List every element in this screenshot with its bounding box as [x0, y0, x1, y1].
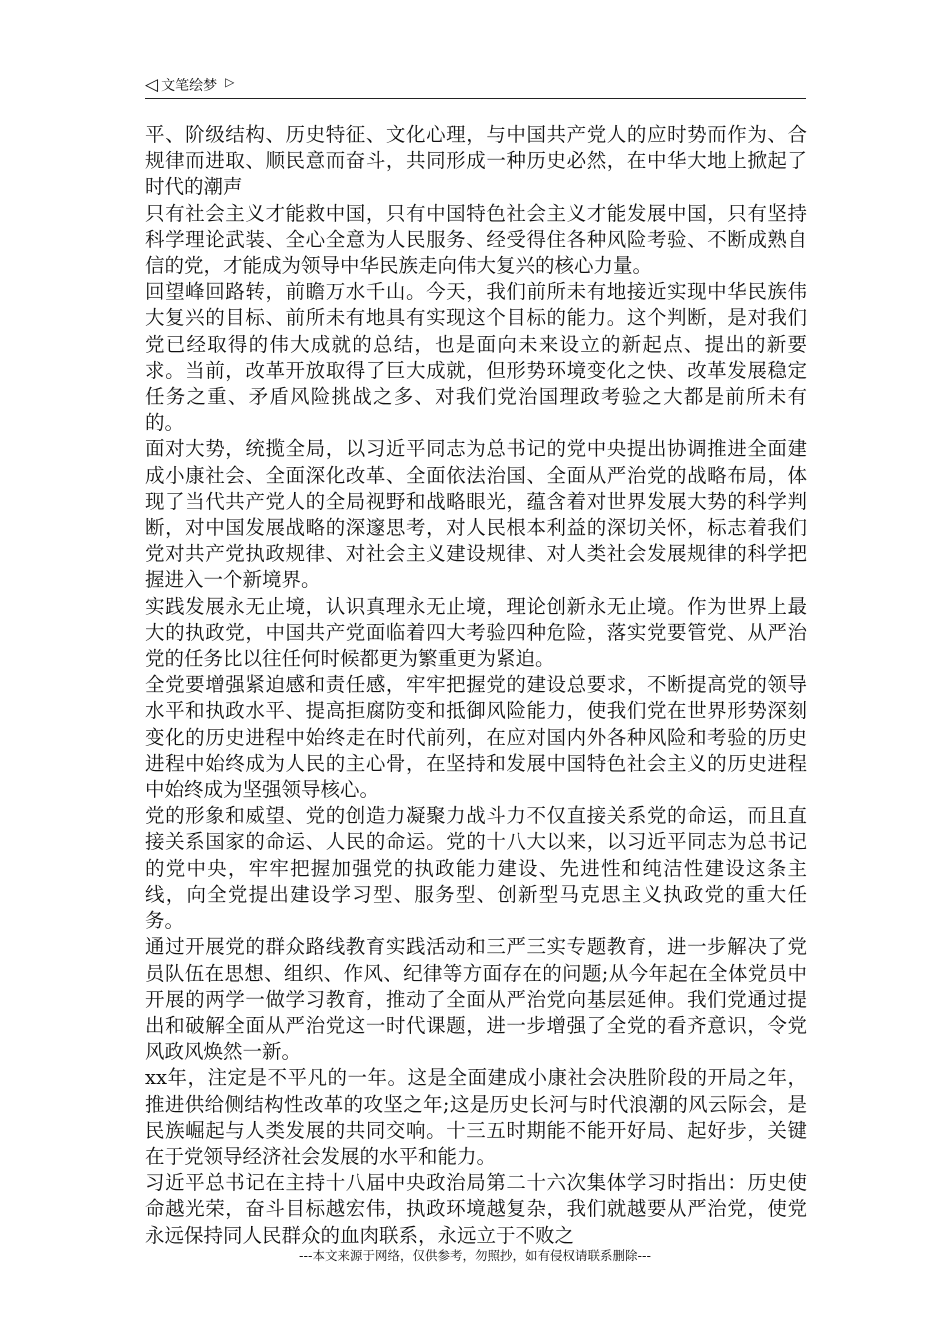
footer-notice: ---本文来源于网络，仅供参考，勿照抄，如有侵权请联系删除---: [298, 1248, 652, 1263]
paragraph: 平、阶级结构、历史特征、文化心理，与中国共产党人的应时势而作为、合规律而进取、顺民意而奋斗，共同形成一种历史必然，在中华大地上掀起了时代的潮声: [145, 123, 807, 199]
paragraph: xx年，注定是不平凡的一年。这是全面建成小康社会决胜阶段的开局之年，推进供给侧结构性改革的攻坚之年;这是历史长河与时代浪潮的风云际会，是民族崛起与人类发展的共同交响。十三五时期能不能开好局、起好步，关键在于党领导经济社会发展的水平和能力。: [145, 1066, 807, 1168]
paragraph: 实践发展永无止境，认识真理永无止境，理论创新永无止境。作为世界上最大的执政党，中国共产党面临着四大考验四种危险，落实党要管党、从严治党的任务比以往任何时候都更为繁重更为紧迫。: [145, 594, 807, 671]
page-header: [145, 72, 806, 99]
paragraph: 习近平总书记在主持十八届中央政治局第二十六次集体学习时指出：历史使命越光荣，奋斗目标越宏伟，执政环境越复杂，我们就越要从严治党，使党永远保持同人民群众的血肉联系，永远立于不败之: [145, 1171, 807, 1247]
header-brand: 文笔绘梦: [161, 78, 218, 94]
paragraph: 回望峰回路转，前瞻万水千山。今天，我们前所未有地接近实现中华民族伟大复兴的目标、前所未有地具有实现这个目标的能力。这个判断，是对我们党已经取得的伟大成就的总结，也是面向未来设立的新起点、提出的新要求。当前，改革开放取得了巨大成就，但形势环境变化之快、改革发展稳定任务之重、矛盾风险挑战之多、对我们党治国理政考验之大都是前所未有的。: [145, 280, 807, 435]
triangle-right-outline-icon: ▷: [225, 75, 235, 89]
triangle-left-outline-icon: ◁: [145, 74, 159, 95]
paragraph: 只有社会主义才能救中国，只有中国特色社会主义才能发展中国，只有坚持科学理论武装、全心全意为人民服务、经受得住各种风险考验、不断成熟自信的党，才能成为领导中华民族走向伟大复兴的核心力量。: [145, 201, 807, 278]
paragraph: 党的形象和威望、党的创造力凝聚力战斗力不仅直接关系党的命运，而且直接关系国家的命运、人民的命运。党的十八大以来，以习近平同志为总书记的党中央，牢牢把握加强党的执政能力建设、先进性和纯洁性建设这条主线，向全党提出建设学习型、服务型、创新型马克思主义执政党的重大任务。: [145, 804, 807, 933]
paragraph: 通过开展党的群众路线教育实践活动和三严三实专题教育，进一步解决了党员队伍在思想、组织、作风、纪律等方面存在的问题;从今年起在全体党员中开展的两学一做学习教育，推动了全面从严治党向基层延伸。我们党通过提出和破解全面从严治党这一时代课题，进一步增强了全党的看齐意识，令党风政风焕然一新。: [145, 935, 807, 1064]
paragraph: 面对大势，统揽全局，以习近平同志为总书记的党中央提出协调推进全面建成小康社会、全面深化改革、全面依法治国、全面从严治党的战略布局，体现了当代共产党人的全局视野和战略眼光，蕴含着对世界发展大势的科学判断，对中国发展战略的深邃思考，对人民根本利益的深切关怀，标志着我们党对共产党执政规律、对社会主义建设规律、对人类社会发展规律的科学把握进入一个新境界。: [145, 437, 807, 592]
paragraph: 全党要增强紧迫感和责任感，牢牢把握党的建设总要求，不断提高党的领导水平和执政水平、提高拒腐防变和抵御风险能力，使我们党在世界形势深刻变化的历史进程中始终走在时代前列，在应对国内外各种风险和考验的历史进程中始终成为人民的主心骨，在坚持和发展中国特色社会主义的历史进程中始终成为坚强领导核心。: [145, 673, 807, 802]
document-body: [145, 122, 807, 1249]
